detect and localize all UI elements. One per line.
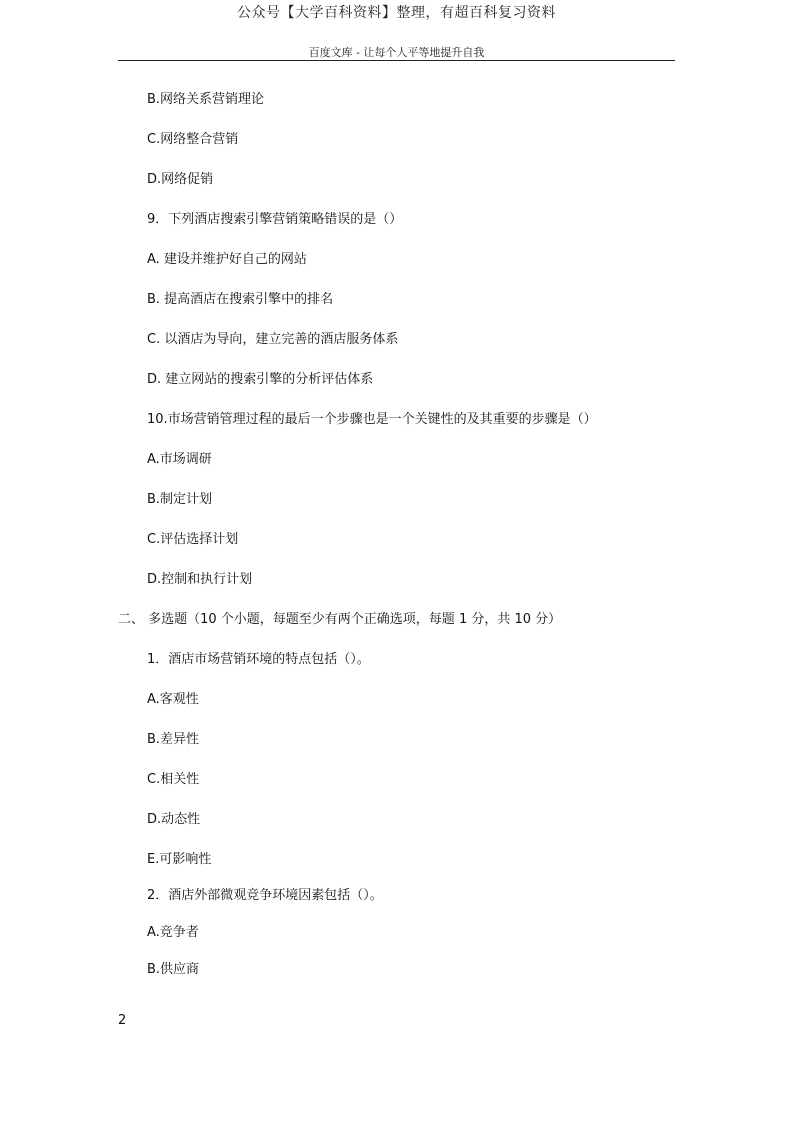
question-9-option-c: C. 以酒店为导向，建立完善的酒店服务体系	[147, 332, 399, 347]
option-b-network-relationship: B.网络关系营销理论	[147, 92, 265, 107]
question-10-option-c: C.评估选择计划	[147, 532, 239, 547]
question-10-option-a: A.市场调研	[147, 452, 212, 467]
page-header: 百度文库 - 让每个人平等地提升自我	[308, 46, 485, 59]
header-rule	[118, 60, 675, 61]
question-9-option-b: B. 提高酒店在搜索引擎中的排名	[147, 292, 334, 307]
question-10-option-d: D.控制和执行计划	[147, 572, 253, 587]
question-10: 10.市场营销管理过程的最后一个步骤也是一个关键性的及其重要的步骤是（）	[147, 412, 597, 427]
mc-question-1-option-d: D.动态性	[147, 812, 201, 827]
top-banner: 公众号【大学百科资料】整理，有超百科复习资料	[237, 5, 556, 21]
question-9: 9．下列酒店搜索引擎营销策略错误的是（）	[147, 212, 403, 227]
mc-question-1-option-c: C.相关性	[147, 772, 200, 787]
page-number: 2	[118, 1013, 127, 1028]
mc-question-1-option-a: A.客观性	[147, 692, 199, 707]
section-heading-multiple-choice: 二、 多选题（10 个小题，每题至少有两个正确选项，每题 1 分，共 10 分）	[118, 612, 562, 627]
question-10-option-b: B.制定计划	[147, 492, 213, 507]
mc-question-2-option-a: A.竞争者	[147, 925, 199, 940]
question-9-option-a: A. 建设并维护好自己的网站	[147, 252, 307, 267]
option-c-network-integration: C.网络整合营销	[147, 132, 239, 147]
mc-question-1-option-e: E.可影响性	[147, 852, 212, 867]
mc-question-1: 1．酒店市场营销环境的特点包括（）。	[147, 652, 370, 667]
mc-question-2-option-b: B.供应商	[147, 962, 200, 977]
question-9-option-d: D. 建立网站的搜索引擎的分析评估体系	[147, 372, 374, 387]
option-d-network-promotion: D.网络促销	[147, 172, 214, 187]
mc-question-2: 2．酒店外部微观竞争环境因素包括（）。	[147, 888, 383, 903]
mc-question-1-option-b: B.差异性	[147, 732, 200, 747]
